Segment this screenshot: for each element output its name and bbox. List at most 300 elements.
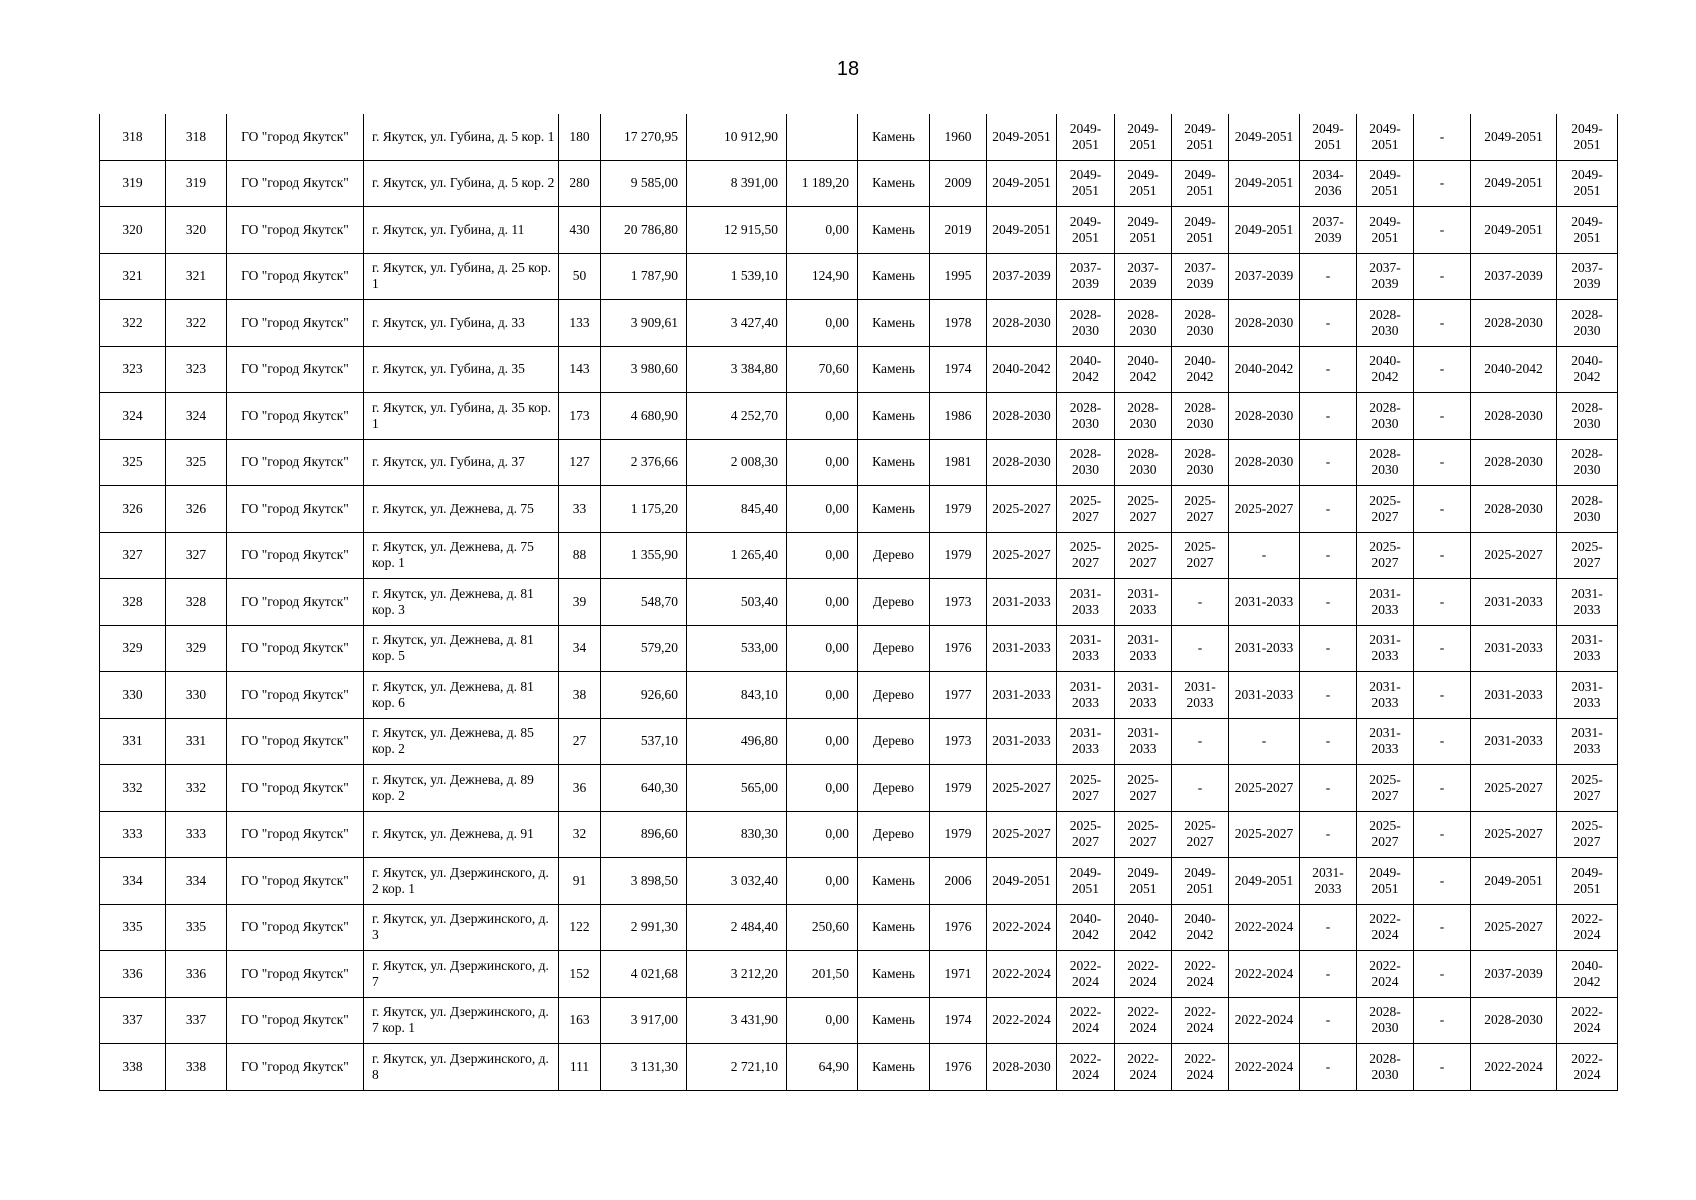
building-number-cell: 333 (166, 811, 227, 858)
period-cell-3: 2031-2033 (1115, 718, 1172, 765)
apartments-count-cell: 143 (559, 346, 601, 393)
total-area-cell: 20 786,80 (601, 207, 687, 254)
nonresidential-area-cell (787, 114, 858, 160)
period-cell-6: 2037-2039 (1300, 207, 1357, 254)
row-number-cell: 318 (100, 114, 166, 160)
apartments-count-cell: 50 (559, 253, 601, 300)
row-number-cell: 322 (100, 300, 166, 347)
period-cell-3: 2028-2030 (1115, 300, 1172, 347)
period-cell-1: 2028-2030 (987, 1044, 1057, 1091)
wall-material-cell: Камень (858, 486, 930, 533)
living-area-cell: 4 252,70 (687, 393, 787, 440)
build-year-cell: 1973 (930, 579, 987, 626)
build-year-cell: 2006 (930, 858, 987, 905)
period-cell-4: - (1172, 718, 1229, 765)
period-cell-1: 2031-2033 (987, 625, 1057, 672)
period-cell-1: 2028-2030 (987, 393, 1057, 440)
period-cell-6: - (1300, 997, 1357, 1044)
row-number-cell: 321 (100, 253, 166, 300)
period-cell-8: - (1414, 532, 1471, 579)
nonresidential-area-cell: 0,00 (787, 672, 858, 719)
period-cell-10: 2031-2033 (1557, 579, 1618, 626)
address-cell: г. Якутск, ул. Дежнева, д. 81 кор. 3 (364, 579, 559, 626)
municipality-cell: ГО "город Якутск" (227, 579, 364, 626)
address-cell: г. Якутск, ул. Губина, д. 25 кор. 1 (364, 253, 559, 300)
table-row (100, 858, 1618, 905)
build-year-cell: 1976 (930, 904, 987, 951)
building-number-cell: 321 (166, 253, 227, 300)
table-row (100, 1044, 1618, 1091)
nonresidential-area-cell: 124,90 (787, 253, 858, 300)
period-cell-6: - (1300, 346, 1357, 393)
table-row (100, 393, 1618, 440)
period-cell-2: 2028-2030 (1057, 300, 1115, 347)
period-cell-3: 2025-2027 (1115, 486, 1172, 533)
period-cell-9: 2031-2033 (1471, 672, 1557, 719)
building-number-cell: 338 (166, 1044, 227, 1091)
build-year-cell: 2019 (930, 207, 987, 254)
wall-material-cell: Камень (858, 346, 930, 393)
period-cell-8: - (1414, 160, 1471, 207)
period-cell-5: 2022-2024 (1229, 904, 1300, 951)
total-area-cell: 1 355,90 (601, 532, 687, 579)
wall-material-cell: Камень (858, 253, 930, 300)
total-area-cell: 1 175,20 (601, 486, 687, 533)
row-number-cell: 328 (100, 579, 166, 626)
table-row (100, 904, 1618, 951)
period-cell-7: 2031-2033 (1357, 718, 1414, 765)
period-cell-5: 2049-2051 (1229, 207, 1300, 254)
wall-material-cell: Дерево (858, 532, 930, 579)
period-cell-2: 2031-2033 (1057, 718, 1115, 765)
living-area-cell: 503,40 (687, 579, 787, 626)
period-cell-5: 2031-2033 (1229, 625, 1300, 672)
apartments-count-cell: 173 (559, 393, 601, 440)
address-cell: г. Якутск, ул. Губина, д. 5 кор. 2 (364, 160, 559, 207)
build-year-cell: 1977 (930, 672, 987, 719)
table-row (100, 160, 1618, 207)
wall-material-cell: Камень (858, 207, 930, 254)
living-area-cell: 3 427,40 (687, 300, 787, 347)
total-area-cell: 3 980,60 (601, 346, 687, 393)
wall-material-cell: Камень (858, 858, 930, 905)
period-cell-1: 2031-2033 (987, 718, 1057, 765)
wall-material-cell: Дерево (858, 765, 930, 812)
building-number-cell: 326 (166, 486, 227, 533)
build-year-cell: 1974 (930, 997, 987, 1044)
period-cell-9: 2031-2033 (1471, 625, 1557, 672)
apartments-count-cell: 34 (559, 625, 601, 672)
wall-material-cell: Дерево (858, 579, 930, 626)
table-row (100, 718, 1618, 765)
row-number-cell: 320 (100, 207, 166, 254)
period-cell-9: 2049-2051 (1471, 114, 1557, 160)
table-row (100, 625, 1618, 672)
apartments-count-cell: 163 (559, 997, 601, 1044)
living-area-cell: 3 032,40 (687, 858, 787, 905)
row-number-cell: 324 (100, 393, 166, 440)
wall-material-cell: Камень (858, 1044, 930, 1091)
period-cell-9: 2049-2051 (1471, 207, 1557, 254)
period-cell-2: 2049-2051 (1057, 858, 1115, 905)
period-cell-6: - (1300, 904, 1357, 951)
period-cell-9: 2025-2027 (1471, 765, 1557, 812)
living-area-cell: 496,80 (687, 718, 787, 765)
period-cell-9: 2028-2030 (1471, 300, 1557, 347)
period-cell-10: 2031-2033 (1557, 672, 1618, 719)
period-cell-7: 2028-2030 (1357, 1044, 1414, 1091)
period-cell-3: 2025-2027 (1115, 765, 1172, 812)
build-year-cell: 2009 (930, 160, 987, 207)
period-cell-6: - (1300, 439, 1357, 486)
total-area-cell: 2 376,66 (601, 439, 687, 486)
build-year-cell: 1979 (930, 486, 987, 533)
row-number-cell: 329 (100, 625, 166, 672)
wall-material-cell: Дерево (858, 811, 930, 858)
table-row (100, 300, 1618, 347)
period-cell-6: - (1300, 486, 1357, 533)
period-cell-1: 2025-2027 (987, 532, 1057, 579)
living-area-cell: 845,40 (687, 486, 787, 533)
building-number-cell: 319 (166, 160, 227, 207)
period-cell-7: 2022-2024 (1357, 904, 1414, 951)
period-cell-4: 2049-2051 (1172, 207, 1229, 254)
period-cell-3: 2031-2033 (1115, 625, 1172, 672)
period-cell-3: 2031-2033 (1115, 579, 1172, 626)
period-cell-1: 2022-2024 (987, 997, 1057, 1044)
period-cell-9: 2028-2030 (1471, 997, 1557, 1044)
period-cell-5: 2037-2039 (1229, 253, 1300, 300)
period-cell-8: - (1414, 625, 1471, 672)
period-cell-4: 2040-2042 (1172, 346, 1229, 393)
period-cell-8: - (1414, 811, 1471, 858)
period-cell-7: 2025-2027 (1357, 811, 1414, 858)
municipality-cell: ГО "город Якутск" (227, 532, 364, 579)
address-cell: г. Якутск, ул. Дежнева, д. 89 кор. 2 (364, 765, 559, 812)
apartments-count-cell: 33 (559, 486, 601, 533)
building-number-cell: 322 (166, 300, 227, 347)
address-cell: г. Якутск, ул. Дежнева, д. 85 кор. 2 (364, 718, 559, 765)
period-cell-8: - (1414, 718, 1471, 765)
period-cell-5: 2025-2027 (1229, 765, 1300, 812)
period-cell-7: 2022-2024 (1357, 951, 1414, 998)
period-cell-10: 2049-2051 (1557, 207, 1618, 254)
table-row (100, 253, 1618, 300)
municipality-cell: ГО "город Якутск" (227, 625, 364, 672)
address-cell: г. Якутск, ул. Губина, д. 5 кор. 1 (364, 114, 559, 160)
nonresidential-area-cell: 201,50 (787, 951, 858, 998)
address-cell: г. Якутск, ул. Дзержинского, д. 2 кор. 1 (364, 858, 559, 905)
period-cell-6: - (1300, 393, 1357, 440)
building-number-cell: 329 (166, 625, 227, 672)
period-cell-3: 2022-2024 (1115, 951, 1172, 998)
apartments-count-cell: 430 (559, 207, 601, 254)
period-cell-10: 2031-2033 (1557, 718, 1618, 765)
period-cell-1: 2028-2030 (987, 439, 1057, 486)
period-cell-2: 2040-2042 (1057, 346, 1115, 393)
period-cell-4: 2028-2030 (1172, 393, 1229, 440)
period-cell-10: 2022-2024 (1557, 1044, 1618, 1091)
wall-material-cell: Дерево (858, 718, 930, 765)
row-number-cell: 338 (100, 1044, 166, 1091)
row-number-cell: 335 (100, 904, 166, 951)
municipality-cell: ГО "город Якутск" (227, 160, 364, 207)
wall-material-cell: Камень (858, 160, 930, 207)
apartments-count-cell: 152 (559, 951, 601, 998)
living-area-cell: 1 539,10 (687, 253, 787, 300)
nonresidential-area-cell: 0,00 (787, 997, 858, 1044)
period-cell-2: 2022-2024 (1057, 1044, 1115, 1091)
nonresidential-area-cell: 250,60 (787, 904, 858, 951)
period-cell-4: 2031-2033 (1172, 672, 1229, 719)
period-cell-3: 2040-2042 (1115, 904, 1172, 951)
nonresidential-area-cell: 0,00 (787, 393, 858, 440)
period-cell-9: 2037-2039 (1471, 253, 1557, 300)
period-cell-4: 2037-2039 (1172, 253, 1229, 300)
period-cell-3: 2040-2042 (1115, 346, 1172, 393)
living-area-cell: 2 008,30 (687, 439, 787, 486)
period-cell-3: 2049-2051 (1115, 858, 1172, 905)
municipality-cell: ГО "город Якутск" (227, 486, 364, 533)
build-year-cell: 1976 (930, 625, 987, 672)
wall-material-cell: Камень (858, 114, 930, 160)
period-cell-6: 2049-2051 (1300, 114, 1357, 160)
period-cell-2: 2025-2027 (1057, 811, 1115, 858)
period-cell-9: 2031-2033 (1471, 579, 1557, 626)
address-cell: г. Якутск, ул. Дзержинского, д. 7 (364, 951, 559, 998)
period-cell-8: - (1414, 904, 1471, 951)
total-area-cell: 9 585,00 (601, 160, 687, 207)
period-cell-2: 2022-2024 (1057, 951, 1115, 998)
apartments-count-cell: 91 (559, 858, 601, 905)
period-cell-2: 2049-2051 (1057, 207, 1115, 254)
period-cell-9: 2049-2051 (1471, 160, 1557, 207)
table-row (100, 486, 1618, 533)
period-cell-8: - (1414, 579, 1471, 626)
building-number-cell: 328 (166, 579, 227, 626)
wall-material-cell: Дерево (858, 672, 930, 719)
period-cell-4: 2025-2027 (1172, 486, 1229, 533)
period-cell-5: 2028-2030 (1229, 439, 1300, 486)
municipality-cell: ГО "город Якутск" (227, 207, 364, 254)
nonresidential-area-cell: 0,00 (787, 811, 858, 858)
period-cell-5: 2022-2024 (1229, 951, 1300, 998)
period-cell-5: 2028-2030 (1229, 393, 1300, 440)
period-cell-8: - (1414, 997, 1471, 1044)
building-number-cell: 336 (166, 951, 227, 998)
period-cell-5: 2049-2051 (1229, 160, 1300, 207)
period-cell-8: - (1414, 672, 1471, 719)
period-cell-6: - (1300, 625, 1357, 672)
apartments-count-cell: 111 (559, 1044, 601, 1091)
period-cell-7: 2028-2030 (1357, 439, 1414, 486)
period-cell-6: - (1300, 765, 1357, 812)
period-cell-3: 2028-2030 (1115, 393, 1172, 440)
address-cell: г. Якутск, ул. Губина, д. 35 (364, 346, 559, 393)
apartments-count-cell: 32 (559, 811, 601, 858)
period-cell-1: 2031-2033 (987, 672, 1057, 719)
period-cell-2: 2025-2027 (1057, 532, 1115, 579)
period-cell-9: 2028-2030 (1471, 393, 1557, 440)
address-cell: г. Якутск, ул. Дежнева, д. 75 (364, 486, 559, 533)
period-cell-6: - (1300, 811, 1357, 858)
period-cell-2: 2028-2030 (1057, 439, 1115, 486)
living-area-cell: 565,00 (687, 765, 787, 812)
period-cell-8: - (1414, 393, 1471, 440)
period-cell-2: 2031-2033 (1057, 672, 1115, 719)
municipality-cell: ГО "город Якутск" (227, 765, 364, 812)
period-cell-8: - (1414, 207, 1471, 254)
period-cell-10: 2028-2030 (1557, 439, 1618, 486)
period-cell-1: 2025-2027 (987, 486, 1057, 533)
table-row (100, 532, 1618, 579)
period-cell-5: 2049-2051 (1229, 858, 1300, 905)
period-cell-10: 2037-2039 (1557, 253, 1618, 300)
apartments-count-cell: 39 (559, 579, 601, 626)
period-cell-10: 2028-2030 (1557, 300, 1618, 347)
period-cell-6: - (1300, 672, 1357, 719)
period-cell-10: 2025-2027 (1557, 765, 1618, 812)
municipality-cell: ГО "город Якутск" (227, 1044, 364, 1091)
period-cell-2: 2049-2051 (1057, 160, 1115, 207)
period-cell-6: - (1300, 718, 1357, 765)
period-cell-4: 2025-2027 (1172, 811, 1229, 858)
total-area-cell: 537,10 (601, 718, 687, 765)
apartments-count-cell: 36 (559, 765, 601, 812)
period-cell-1: 2037-2039 (987, 253, 1057, 300)
row-number-cell: 333 (100, 811, 166, 858)
build-year-cell: 1974 (930, 346, 987, 393)
wall-material-cell: Камень (858, 951, 930, 998)
nonresidential-area-cell: 1 189,20 (787, 160, 858, 207)
housing-registry-table (99, 114, 1618, 1091)
period-cell-1: 2025-2027 (987, 765, 1057, 812)
living-area-cell: 843,10 (687, 672, 787, 719)
nonresidential-area-cell: 0,00 (787, 625, 858, 672)
build-year-cell: 1979 (930, 532, 987, 579)
municipality-cell: ГО "город Якутск" (227, 672, 364, 719)
total-area-cell: 4 021,68 (601, 951, 687, 998)
apartments-count-cell: 127 (559, 439, 601, 486)
period-cell-2: 2025-2027 (1057, 486, 1115, 533)
apartments-count-cell: 38 (559, 672, 601, 719)
period-cell-5: 2022-2024 (1229, 1044, 1300, 1091)
total-area-cell: 4 680,90 (601, 393, 687, 440)
living-area-cell: 2 721,10 (687, 1044, 787, 1091)
period-cell-1: 2028-2030 (987, 300, 1057, 347)
row-number-cell: 326 (100, 486, 166, 533)
build-year-cell: 1978 (930, 300, 987, 347)
period-cell-10: 2049-2051 (1557, 114, 1618, 160)
living-area-cell: 1 265,40 (687, 532, 787, 579)
period-cell-6: - (1300, 1044, 1357, 1091)
period-cell-7: 2028-2030 (1357, 393, 1414, 440)
period-cell-4: - (1172, 765, 1229, 812)
period-cell-8: - (1414, 300, 1471, 347)
municipality-cell: ГО "город Якутск" (227, 346, 364, 393)
building-number-cell: 327 (166, 532, 227, 579)
building-number-cell: 332 (166, 765, 227, 812)
table-row (100, 346, 1618, 393)
living-area-cell: 8 391,00 (687, 160, 787, 207)
period-cell-9: 2022-2024 (1471, 1044, 1557, 1091)
period-cell-10: 2049-2051 (1557, 160, 1618, 207)
municipality-cell: ГО "город Якутск" (227, 253, 364, 300)
row-number-cell: 336 (100, 951, 166, 998)
build-year-cell: 1976 (930, 1044, 987, 1091)
total-area-cell: 3 898,50 (601, 858, 687, 905)
nonresidential-area-cell: 0,00 (787, 718, 858, 765)
period-cell-7: 2049-2051 (1357, 207, 1414, 254)
period-cell-10: 2031-2033 (1557, 625, 1618, 672)
nonresidential-area-cell: 64,90 (787, 1044, 858, 1091)
period-cell-4: 2049-2051 (1172, 160, 1229, 207)
period-cell-1: 2040-2042 (987, 346, 1057, 393)
living-area-cell: 830,30 (687, 811, 787, 858)
period-cell-2: 2037-2039 (1057, 253, 1115, 300)
total-area-cell: 896,60 (601, 811, 687, 858)
period-cell-4: 2028-2030 (1172, 439, 1229, 486)
period-cell-5: 2028-2030 (1229, 300, 1300, 347)
period-cell-10: 2040-2042 (1557, 951, 1618, 998)
period-cell-1: 2022-2024 (987, 904, 1057, 951)
living-area-cell: 2 484,40 (687, 904, 787, 951)
total-area-cell: 3 917,00 (601, 997, 687, 1044)
period-cell-8: - (1414, 439, 1471, 486)
row-number-cell: 337 (100, 997, 166, 1044)
period-cell-2: 2031-2033 (1057, 579, 1115, 626)
period-cell-9: 2040-2042 (1471, 346, 1557, 393)
period-cell-10: 2025-2027 (1557, 811, 1618, 858)
address-cell: г. Якутск, ул. Дзержинского, д. 8 (364, 1044, 559, 1091)
period-cell-10: 2022-2024 (1557, 997, 1618, 1044)
period-cell-8: - (1414, 951, 1471, 998)
living-area-cell: 3 212,20 (687, 951, 787, 998)
period-cell-6: - (1300, 951, 1357, 998)
period-cell-9: 2028-2030 (1471, 486, 1557, 533)
municipality-cell: ГО "город Якутск" (227, 997, 364, 1044)
building-number-cell: 337 (166, 997, 227, 1044)
period-cell-7: 2031-2033 (1357, 672, 1414, 719)
address-cell: г. Якутск, ул. Дзержинского, д. 3 (364, 904, 559, 951)
nonresidential-area-cell: 0,00 (787, 765, 858, 812)
period-cell-9: 2037-2039 (1471, 951, 1557, 998)
living-area-cell: 3 384,80 (687, 346, 787, 393)
period-cell-9: 2028-2030 (1471, 439, 1557, 486)
period-cell-5: 2049-2051 (1229, 114, 1300, 160)
period-cell-4: 2022-2024 (1172, 997, 1229, 1044)
period-cell-7: 2025-2027 (1357, 486, 1414, 533)
apartments-count-cell: 122 (559, 904, 601, 951)
period-cell-8: - (1414, 346, 1471, 393)
total-area-cell: 17 270,95 (601, 114, 687, 160)
table-row (100, 579, 1618, 626)
row-number-cell: 331 (100, 718, 166, 765)
period-cell-5: - (1229, 718, 1300, 765)
period-cell-8: - (1414, 1044, 1471, 1091)
municipality-cell: ГО "город Якутск" (227, 811, 364, 858)
period-cell-4: 2040-2042 (1172, 904, 1229, 951)
period-cell-1: 2049-2051 (987, 160, 1057, 207)
row-number-cell: 334 (100, 858, 166, 905)
period-cell-3: 2025-2027 (1115, 811, 1172, 858)
period-cell-4: - (1172, 579, 1229, 626)
period-cell-5: 2022-2024 (1229, 997, 1300, 1044)
period-cell-3: 2049-2051 (1115, 160, 1172, 207)
period-cell-2: 2028-2030 (1057, 393, 1115, 440)
period-cell-7: 2049-2051 (1357, 858, 1414, 905)
address-cell: г. Якутск, ул. Губина, д. 35 кор. 1 (364, 393, 559, 440)
